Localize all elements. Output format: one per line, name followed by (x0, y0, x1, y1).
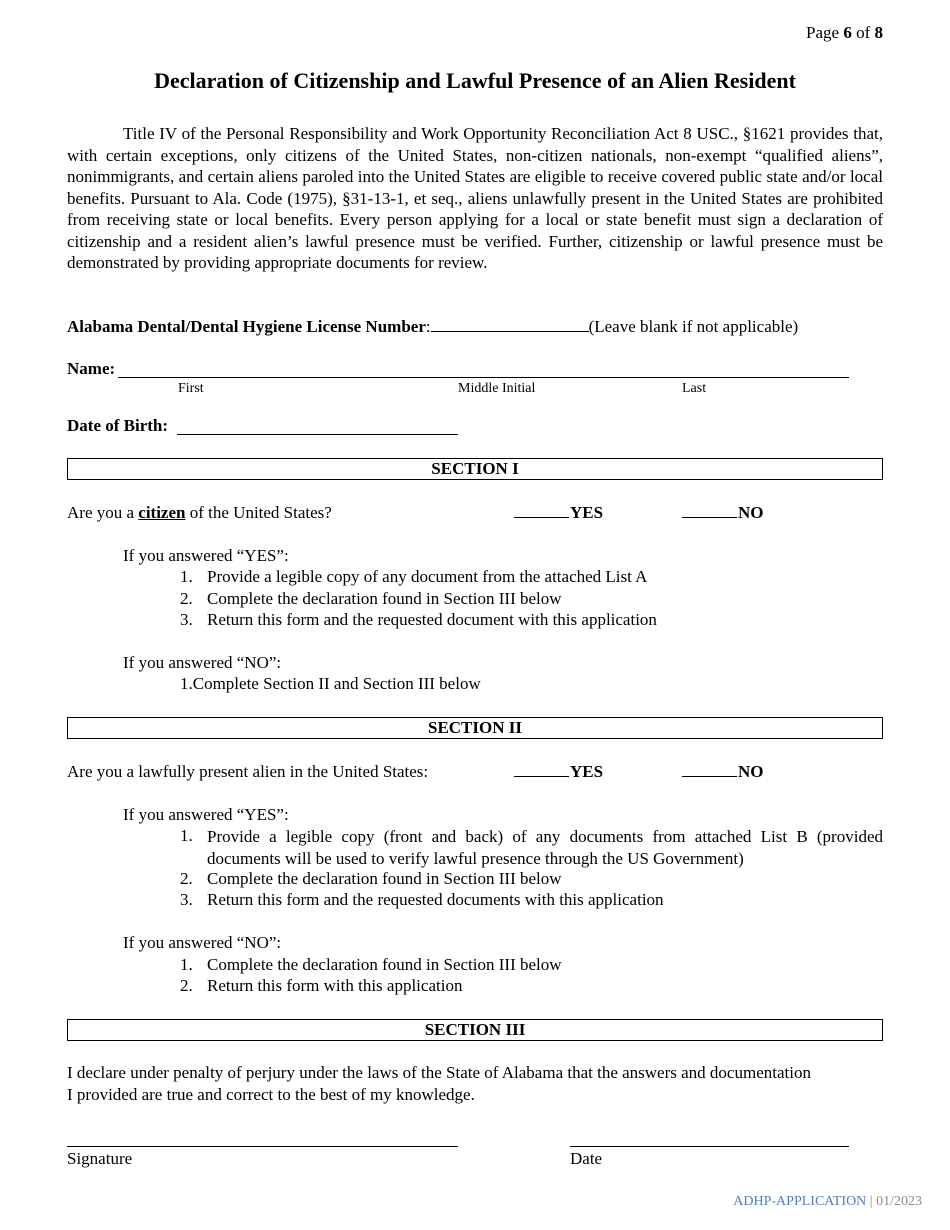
date-field[interactable] (570, 1146, 849, 1147)
section-1-yes-option[interactable]: YES (514, 503, 603, 523)
page-number: Page 6 of 8 (806, 23, 883, 42)
section-1-header: SECTION I (67, 458, 883, 480)
signature-field[interactable] (67, 1146, 458, 1147)
section-2-if-yes: If you answered “YES”: (123, 805, 289, 824)
list-number: 2. (180, 589, 193, 608)
dob-label: Date of Birth: (67, 416, 169, 435)
section-1-if-yes: If you answered “YES”: (123, 546, 289, 565)
list-item: Provide a legible copy of any document from the attached List A (207, 567, 648, 586)
first-name-caption: First (178, 381, 204, 396)
signature-label: Signature (67, 1149, 133, 1168)
last-name-caption: Last (682, 381, 707, 396)
declaration-line-1: I declare under penalty of perjury under the laws of the State of Alabama that the answers and documentation (67, 1063, 811, 1082)
section-2-header: SECTION II (67, 717, 883, 739)
list-number: 3. (180, 610, 193, 629)
document-title: Declaration of Citizenship and Lawful Presence of an Alien Resident (154, 68, 796, 93)
section-1-question: Are you a citizen of the United States? (67, 503, 332, 522)
footer: ADHP-APPLICATION | 01/2023 (733, 1194, 922, 1209)
section-3-header: SECTION III (67, 1019, 883, 1041)
list-item: Complete the declaration found in Section III below (207, 955, 562, 974)
section-2-question: Are you a lawfully present alien in the United States: (67, 762, 429, 781)
list-item: 1.Complete Section II and Section III below (180, 674, 481, 693)
name-field[interactable] (118, 377, 849, 378)
list-item: Return this form and the requested document with this application (207, 610, 657, 629)
section-2-if-no: If you answered “NO”: (123, 933, 282, 952)
license-number-field[interactable] (431, 316, 589, 332)
list-item: Return this form and the requested documents with this application (207, 890, 664, 909)
middle-initial-caption: Middle Initial (458, 381, 536, 396)
section-2-yes-option[interactable]: YES (514, 762, 603, 782)
dob-field[interactable] (177, 434, 458, 435)
date-label: Date (570, 1149, 603, 1168)
section-2-no-option[interactable]: NO (682, 762, 764, 782)
intro-paragraph: Title IV of the Personal Responsibility and Work Opportunity Reconciliation Act 8 USC., §1621 provides that, with certain exceptions, only citizens of the United States, non-citizen nationals, non-exempt “qualified aliens”, nonimmigrants, and certain aliens paroled into the United States are eligible to receive covered public state and/or local benefits. Pursuant to Ala. Code (1975), §31-13-1, et seq., aliens unlawfully present in the United States are prohibited from receiving state or local benefits. Every person applying for a local or state benefit must sign a declaration of citizenship and a resident alien’s lawful presence must be verified. Further, citizenship or lawful presence must be demonstrated by providing appropriate documents for review. (67, 124, 883, 272)
list-number: 2. (180, 869, 193, 888)
section-1-if-no: If you answered “NO”: (123, 653, 282, 672)
list-item: Return this form with this application (207, 976, 463, 995)
name-label: Name: (67, 359, 116, 378)
list-number: 1. (180, 826, 193, 845)
license-number-row: Alabama Dental/Dental Hygiene License Number: (Leave blank if not applicable) (67, 317, 799, 336)
list-item: Provide a legible copy (front and back) of any documents from attached List B (provided documents will be used to verify lawful presence through the US Government) (207, 827, 883, 868)
list-number: 2. (180, 976, 193, 995)
declaration-line-2: I provided are true and correct to the best of my knowledge. (67, 1085, 475, 1104)
list-number: 3. (180, 890, 193, 909)
list-number: 1. (180, 567, 193, 586)
list-item: Complete the declaration found in Section III below (207, 589, 562, 608)
list-item: Complete the declaration found in Section III below (207, 869, 562, 888)
section-1-no-option[interactable]: NO (682, 503, 764, 523)
list-number: 1. (180, 955, 193, 974)
